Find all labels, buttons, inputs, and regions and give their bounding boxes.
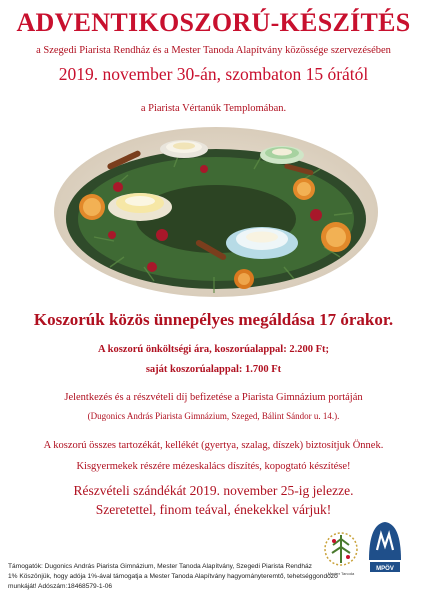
wreath-photo xyxy=(54,127,378,297)
registration-line: Jelentkezés és a részvételi díj befizetése a Piarista Gimnázium portáján xyxy=(64,392,363,403)
piarist-logo xyxy=(367,520,403,580)
price-with-base: A koszorú önköltségi ára, koszorúalappal: 2.200 Ft; xyxy=(97,344,329,355)
kids-activity-line: Kisgyermekek részére mézeskalács díszítés, kopogtató készítése! xyxy=(76,461,351,472)
address-line: (Dugonics András Piarista Gimnázium, Szeged, Bálint Sándor u. 14.). xyxy=(87,411,340,421)
price-own-base: saját koszorúalappal: 1.700 Ft xyxy=(145,364,282,375)
svg-text:Mester Tanoda: Mester Tanoda xyxy=(327,571,355,576)
tax-donation-line: 1% Köszönjük, hogy adója 1%-ával támogatja a Mester Tanoda Alapítvány hagyományteremtő, tehetséggondozó munkáját! Adószám:18468579-1-06 xyxy=(8,573,338,590)
deadline-line: Részvételi szándékát 2019. november 25-ig jelezze. xyxy=(73,483,354,498)
event-place: a Piarista Vértanúk Templomában. xyxy=(140,103,287,114)
poster-title: ADVENTIKOSZORÚ-KÉSZÍTÉS xyxy=(16,8,411,37)
organizers-line: a Szegedi Piarista Rendház és a Mester Tanoda Alapítvány közössége szervezésében xyxy=(36,45,391,56)
piarist-logo-text: MPÖV xyxy=(376,566,394,572)
welcome-line: Szeretettel, finom teával, énekekkel várjuk! xyxy=(95,502,332,517)
provided-items-line: A koszorú összes tartozékát, kellékét (gyertya, szalag, díszek) biztosítjuk Önnek. xyxy=(43,440,384,451)
footer xyxy=(8,562,338,592)
blessing-line: Koszorúk közös ünnepélyes megáldása 17 órakor. xyxy=(33,310,394,329)
sponsors-line: Támogatók: Dugonics András Piarista Gimnázium, Mester Tanoda Alapítvány, Szegedi Piarista Rendház xyxy=(8,563,312,570)
event-date: 2019. november 30-án, szombaton 15 órától xyxy=(58,64,369,84)
